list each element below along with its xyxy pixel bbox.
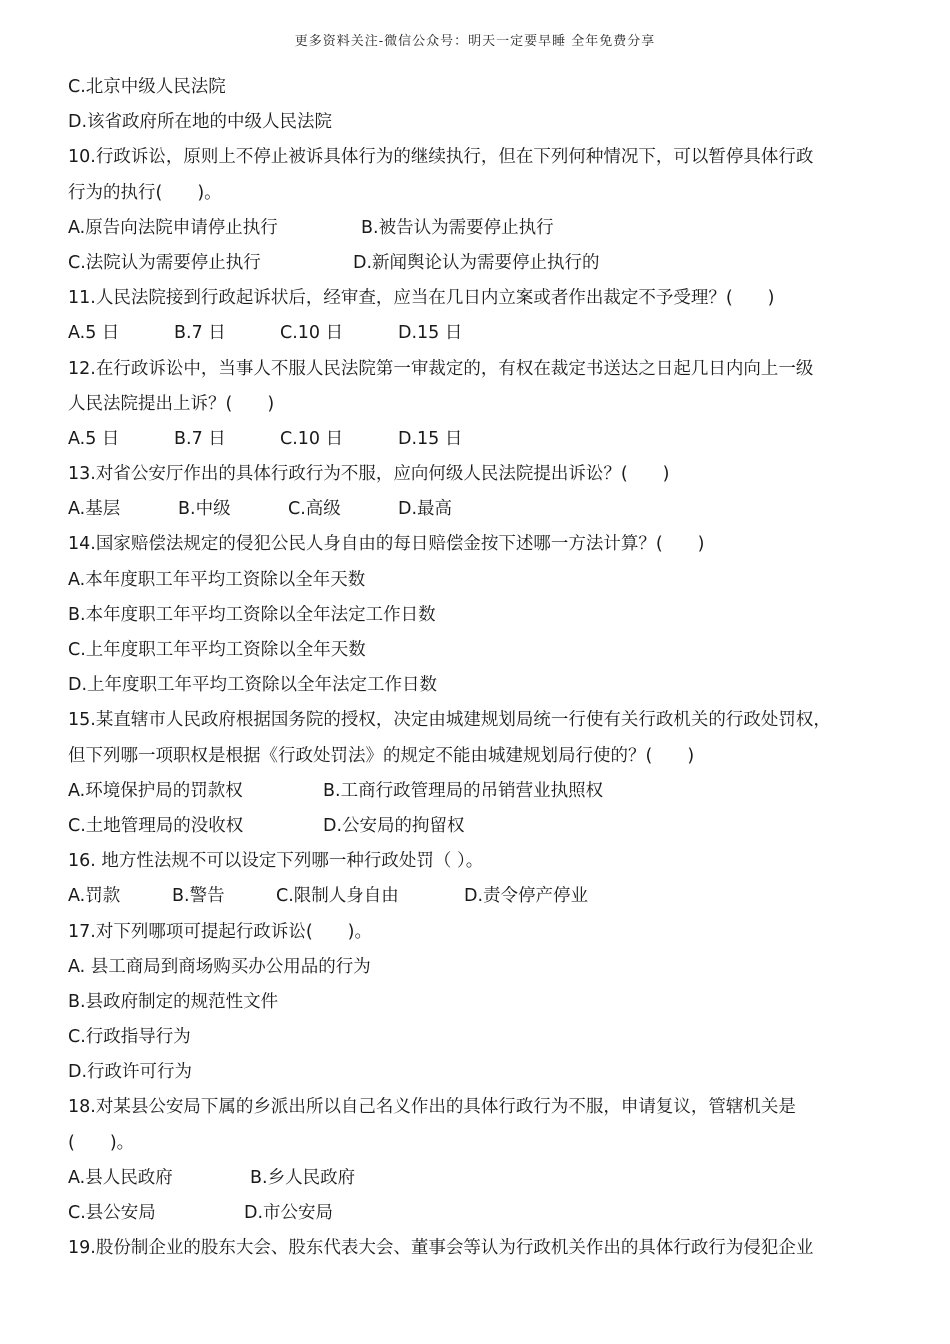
text-line: [68, 352, 888, 387]
answer-option: A.罚款: [68, 886, 121, 907]
text-line: [68, 668, 888, 703]
text-line: [68, 176, 888, 211]
line-text: A.本年度职工年平均工资除以全年天数: [68, 569, 366, 590]
answer-option: D.公安局的拘留权: [323, 815, 465, 836]
answer-option: D.15 日: [398, 428, 463, 449]
text-line: [68, 281, 888, 316]
answer-option: B.乡人民政府: [250, 1167, 356, 1188]
text-line: [68, 527, 888, 562]
answer-option: C.10 日: [280, 323, 344, 344]
answer-option: C.法院认为需要停止执行: [68, 252, 261, 273]
line-text: C.上年度职工年平均工资除以全年天数: [68, 640, 366, 660]
text-line: [68, 633, 888, 668]
answer-option: A.县人民政府: [68, 1167, 173, 1188]
line-text: 19.股份制企业的股东大会、股东代表大会、董事会等认为行政机关作出的具体行政行为侵犯企业: [68, 1238, 814, 1259]
line-text: 但下列哪一项职权是根据《行政处罚法》的规定不能由城建规划局行使的？( ): [68, 745, 695, 766]
answer-option: C.高级: [288, 499, 341, 520]
answer-option: B.警告: [172, 886, 225, 907]
answer-option: C.10 日: [280, 428, 344, 449]
text-line: [68, 105, 888, 140]
document-body: [68, 70, 888, 1266]
answer-option: D.市公安局: [244, 1203, 334, 1223]
text-line: [68, 703, 888, 738]
line-text: D.行政许可行为: [68, 1062, 193, 1083]
answer-option: C.土地管理局的没收权: [68, 815, 244, 836]
text-line: [68, 985, 888, 1020]
line-text: B.县政府制定的规范性文件: [68, 991, 279, 1012]
line-text: 14.国家赔偿法规定的侵犯公民人身自由的每日赔偿金按下述哪一方法计算？( ): [68, 534, 705, 555]
answer-option: B.工商行政管理局的吊销营业执照权: [323, 780, 604, 801]
line-text: C.北京中级人民法院: [68, 77, 226, 97]
page-header: 更多资料关注-微信公众号：明天一定要早睡 全年免费分享: [294, 34, 656, 49]
line-text: 18.对某县公安局下属的乡派出所以自己名义作出的具体行政行为不服，申请复议，管辖机关是: [68, 1097, 796, 1118]
text-line: [68, 316, 888, 351]
text-line: [68, 70, 888, 105]
answer-option: A.基层: [68, 499, 121, 520]
text-line: [68, 598, 888, 633]
text-line: [68, 739, 888, 774]
answer-option: A.5 日: [68, 323, 120, 344]
answer-option: D.新闻舆论认为需要停止执行的: [353, 252, 600, 273]
answer-option: B.中级: [178, 499, 231, 520]
text-line: [68, 1126, 888, 1161]
text-line: [68, 879, 888, 914]
answer-option: D.最高: [398, 499, 453, 520]
text-line: [68, 844, 888, 879]
text-line: [68, 563, 888, 598]
text-line: [68, 809, 888, 844]
text-line: [68, 387, 888, 422]
line-text: 行为的执行( )。: [68, 182, 222, 203]
line-text: B.本年度职工年平均工资除以全年法定工作日数: [68, 604, 436, 625]
line-text: D.上年度职工年平均工资除以全年法定工作日数: [68, 675, 438, 696]
answer-option: A.原告向法院申请停止执行: [68, 217, 278, 238]
line-text: 16. 地方性法规不可以设定下列哪一种行政处罚（ ）。: [68, 851, 484, 872]
line-text: 15.某直辖市人民政府根据国务院的授权，决定由城建规划局统一行使有关行政机关的行政处罚权，: [68, 710, 831, 731]
answer-option: B.7 日: [174, 428, 226, 449]
line-text: 17.对下列哪项可提起行政诉讼( )。: [68, 921, 372, 942]
text-line: [68, 950, 888, 985]
text-line: [68, 1161, 888, 1196]
text-line: [68, 457, 888, 492]
line-text: 11.人民法院接到行政起诉状后，经审查，应当在几日内立案或者作出裁定不予受理？( ): [68, 288, 775, 309]
text-line: [68, 774, 888, 809]
line-text: C.行政指导行为: [68, 1027, 191, 1048]
answer-option: B.被告认为需要停止执行: [361, 217, 554, 238]
text-line: [68, 1020, 888, 1055]
line-text: 人民法院提出上诉？( ): [68, 393, 275, 414]
answer-option: B.7 日: [174, 323, 226, 344]
text-line: [68, 140, 888, 175]
line-text: A. 县工商局到商场购买办公用品的行为: [68, 956, 371, 977]
line-text: 13.对省公安厅作出的具体行政行为不服，应向何级人民法院提出诉讼？( ): [68, 464, 670, 485]
text-line: [68, 1090, 888, 1125]
text-line: [68, 211, 888, 246]
text-line: [68, 246, 888, 281]
text-line: [68, 492, 888, 527]
text-line: [68, 422, 888, 457]
line-text: 12.在行政诉讼中，当事人不服人民法院第一审裁定的，有权在裁定书送达之日起几日内向上一级: [68, 358, 814, 379]
answer-option: D.责令停产停业: [464, 886, 589, 907]
text-line: [68, 1196, 888, 1231]
line-text: 10.行政诉讼，原则上不停止被诉具体行为的继续执行，但在下列何种情况下，可以暂停具体行政: [68, 147, 814, 168]
answer-option: D.15 日: [398, 323, 463, 344]
answer-option: C.县公安局: [68, 1203, 156, 1223]
answer-option: A.5 日: [68, 428, 120, 449]
answer-option: C.限制人身自由: [276, 886, 399, 907]
text-line: [68, 915, 888, 950]
line-text: ( )。: [68, 1132, 135, 1153]
text-line: [68, 1055, 888, 1090]
line-text: D.该省政府所在地的中级人民法院: [68, 112, 333, 133]
text-line: [68, 1231, 888, 1266]
answer-option: A.环境保护局的罚款权: [68, 780, 243, 801]
